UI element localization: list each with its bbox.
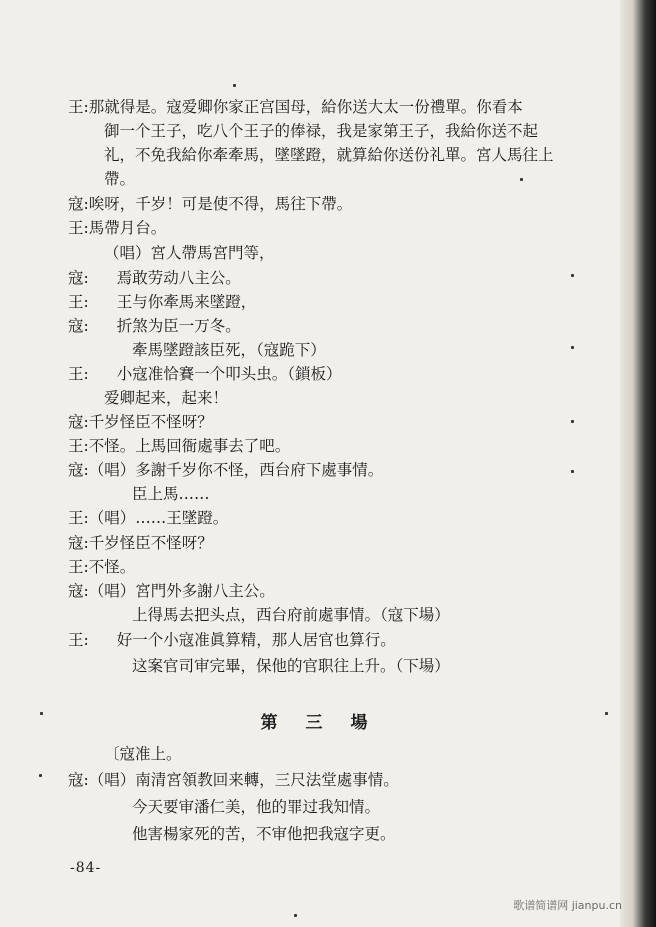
speaker-label: 寇: <box>68 413 89 431</box>
scan-edge-shadow <box>620 0 656 927</box>
dialogue-text: 千岁怪臣不怪呀？ <box>88 413 213 431</box>
speaker-label: 王: <box>68 98 89 116</box>
dialogue-text: 唉呀，千岁！可是使不得，馬往下帶。 <box>88 195 353 213</box>
dialogue-line <box>68 364 616 384</box>
dialogue-line <box>68 460 616 480</box>
scan-speck <box>40 712 43 715</box>
dialogue-text: 今天要审潘仁美，他的罪过我知情。 <box>132 798 381 816</box>
dialogue-text: 折煞为臣一万冬。 <box>116 317 241 335</box>
scan-speck <box>39 774 42 777</box>
dialogue-text: 他害楊家死的苦，不审他把我寇字更。 <box>132 825 396 843</box>
speaker-label: 寇: <box>68 771 89 789</box>
dialogue-line <box>68 797 616 817</box>
dialogue-line <box>68 533 616 553</box>
dialogue-line <box>68 121 616 141</box>
dialogue-line <box>68 824 616 844</box>
dialogue-text: 千岁怪臣不怪呀？ <box>88 534 213 552</box>
dialogue-line <box>68 581 616 601</box>
speaker-label: 王: <box>68 437 89 455</box>
dialogue-text: 小寇准恰賽一个叩头虫。（鎖板） <box>116 365 342 383</box>
dialogue-line <box>68 388 616 408</box>
scan-speck <box>233 84 236 87</box>
speaker-label: 王: <box>68 509 89 527</box>
speaker-label: 寇: <box>68 534 89 552</box>
dialogue-text: 御一个王子，吃八个王子的俸禄，我是家第王子，我給你送不起 <box>104 122 539 140</box>
scan-speck <box>294 914 297 917</box>
speaker-label: 寇: <box>68 582 89 600</box>
dialogue-text: 不怪。 <box>88 558 136 576</box>
dialogue-text: （唱）……王墜蹬。 <box>88 509 229 527</box>
dialogue-text: 礼，不免我給你牽牽馬，墜墜蹬，就算給你送份礼單。宮人馬往上 <box>104 146 554 164</box>
dialogue-line <box>68 218 616 238</box>
dialogue-line <box>68 340 616 360</box>
dialogue-text: （唱）南清宮領教回来轉，三尺法堂處事情。 <box>88 771 399 789</box>
scene-heading: 第三場 <box>260 713 396 733</box>
speaker-label: 王: <box>68 219 89 237</box>
dialogue-line <box>68 412 616 432</box>
dialogue-text: 这案官司审完畢，保他的官职往上升。（下場） <box>132 657 450 675</box>
speaker-label: 王: <box>68 631 89 649</box>
dialogue-text: （唱）宮人帶馬宮門等， <box>104 244 275 262</box>
dialogue-text: 〔寇准上。 <box>104 745 182 763</box>
scan-speck <box>571 470 574 473</box>
dialogue-text: 牽馬墜蹬該臣死，（寇跪下） <box>132 341 326 359</box>
dialogue-line <box>68 605 616 625</box>
speaker-label: 寇: <box>68 269 89 287</box>
stage-direction <box>68 744 616 764</box>
watermark: 歌谱简谱网 jianpu.cn <box>513 899 622 912</box>
scan-speck <box>571 420 574 423</box>
speaker-label: 王: <box>68 558 89 576</box>
speaker-label: 王: <box>68 365 89 383</box>
dialogue-text: （唱）宮門外多謝八主公。 <box>88 582 275 600</box>
scan-speck <box>605 712 608 715</box>
dialogue-text: 王与你牽馬来墜蹬， <box>116 293 257 311</box>
dialogue-line <box>68 97 616 117</box>
scan-speck <box>571 346 574 349</box>
dialogue-line <box>68 316 616 336</box>
page-number: -84- <box>70 860 102 876</box>
dialogue-line <box>68 508 616 528</box>
speaker-label: 寇: <box>68 195 89 213</box>
dialogue-line <box>68 169 616 189</box>
scan-speck <box>520 178 523 181</box>
dialogue-text: 焉敢劳动八主公。 <box>116 269 241 287</box>
dialogue-text: 爱卿起来，起来！ <box>104 389 229 407</box>
speaker-label: 王: <box>68 293 89 311</box>
dialogue-line <box>68 268 616 288</box>
scan-speck <box>571 274 574 277</box>
speaker-label: 寇: <box>68 317 89 335</box>
dialogue-text: 那就得是。寇爱卿你家正宫国母，給你送大太一份禮單。你看本 <box>88 98 523 116</box>
dialogue-text: 好一个小寇准眞算精，那人居官也算行。 <box>116 631 396 649</box>
dialogue-line <box>68 630 616 650</box>
dialogue-line <box>68 145 616 165</box>
dialogue-text: 不怪。上馬回衙處事去了吧。 <box>88 437 291 455</box>
dialogue-text: （唱）多謝千岁你不怪，西台府下處事情。 <box>88 461 384 479</box>
dialogue-line <box>68 243 616 263</box>
dialogue-text: 馬帶月台。 <box>88 219 167 237</box>
dialogue-text: 帶。 <box>104 170 136 188</box>
dialogue-text: 臣上馬…… <box>132 485 210 503</box>
dialogue-line <box>68 484 616 504</box>
dialogue-line <box>68 194 616 214</box>
dialogue-line <box>68 770 616 790</box>
dialogue-text: 上得馬去把头点，西台府前處事情。（寇下場） <box>132 606 450 624</box>
speaker-label: 寇: <box>68 461 89 479</box>
dialogue-line <box>68 436 616 456</box>
dialogue-line <box>68 292 616 312</box>
dialogue-line <box>68 557 616 577</box>
dialogue-line <box>68 656 616 676</box>
